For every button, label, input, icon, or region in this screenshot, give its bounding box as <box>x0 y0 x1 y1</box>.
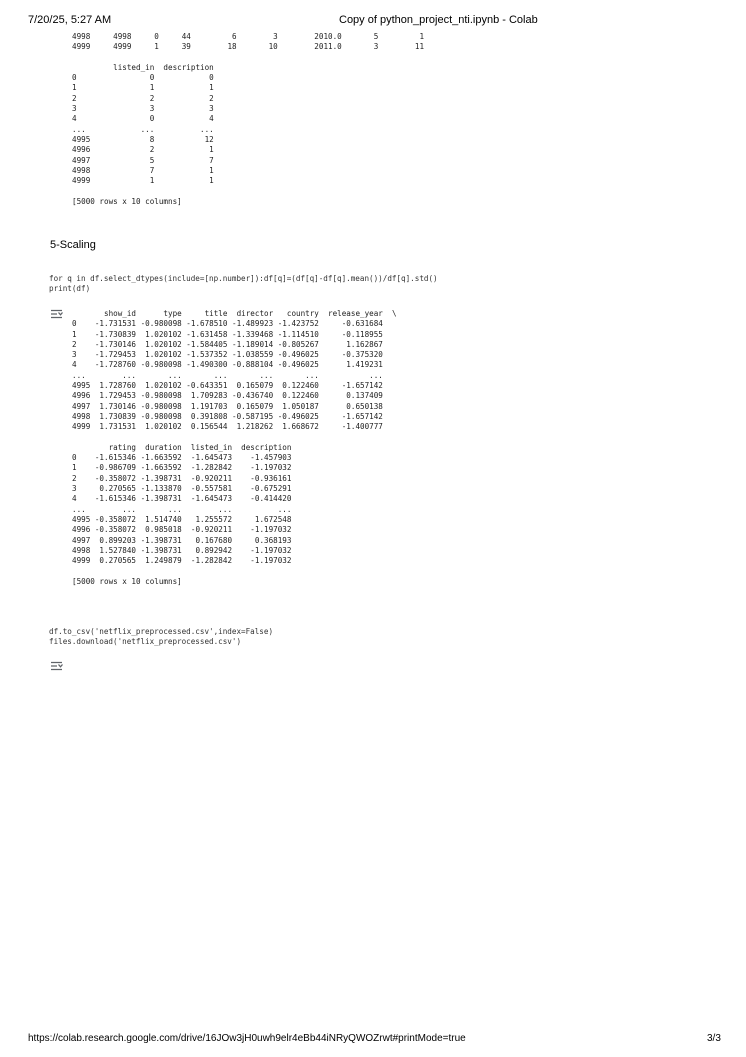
cell-1-output: 4998 4998 0 44 6 3 2010.0 5 1 4999 4999 1 39 18 10 2011.0 3 11 listed_in description 0 0 0 1 1 1 2 2 2 3 3 3 4 0 4 ... ... ... 4995 8 12 4996 2 1 4997 5 7 4998 7 1 4999 1 1 [5000 rows x 10 columns] <box>72 32 425 206</box>
document-title: Copy of python_project_nti.ipynb - Colab <box>339 14 538 26</box>
output-toggle-icon[interactable] <box>50 661 64 671</box>
cell-2-code: for q in df.select_dtypes(include=[np.number]):df[q]=(df[q]-df[q].mean())/df[q].std() print(df) <box>49 274 438 294</box>
section-heading: 5-Scaling <box>50 239 96 251</box>
cell-2-output: show_id type title director country release_year \ 0 -1.731531 -0.980098 -1.678510 -1.489923 -1.423752 -0.631684 1 -1.730839 1.020102 -1.631458 -1.339468 -1.114510 -0.118955 2 -1.730146 1.020102 -1.584405 -1.189014 -0.805267 1.162867 3 -1.729453 1.020102 -1.537352 -1.038559 -0.496025 -0.375320 4 -1.728760 -0.980098 -1.490300 -0.888104 -0.496025 1.419231 ... ... ... ... ... ... ... 4995 1.728760 1.020102 -0.643351 0.165079 0.122460 -1.657142 4996 1.729453 -0.980098 1.709283 -0.436740 0.122460 0.137409 4997 1.730146 -0.980098 1.191703 0.165079 1.050187 0.650138 4998 1.730839 -0.980098 0.391808 -0.587195 -0.496025 -1.657142 4999 1.731531 1.020102 0.156544 1.218262 1.668672 -1.400777 rating duration listed_in description 0 -1.615346 -1.663592 -1.645473 -1.457903 1 -0.986709 -1.663592 -1.282842 -1.197032 2 -0.358072 -1.398731 -0.920211 -0.936161 3 0.270565 -1.133870 -0.557581 -0.675291 4 -1.615346 -1.398731 -1.645473 -0.414420 ... ... ... ... ... 4995 -0.358072 1.514740 1.255572 1.672548 4996 -0.358072 0.985018 -0.920211 -1.197032 4997 0.899203 -1.398731 0.167680 0.368193 4998 1.527840 -1.398731 0.892942 -1.197032 4999 0.270565 1.249879 -1.282842 -1.197032 [5000 rows x 10 columns] <box>72 309 397 586</box>
page-url: https://colab.research.google.com/drive/16JOw3jH0uwh9elr4eBb44iNRyQWOZrwt#printMode=true <box>28 1033 466 1044</box>
output-toggle-icon[interactable] <box>50 309 64 319</box>
print-datetime: 7/20/25, 5:27 AM <box>28 14 112 26</box>
page-number: 3/3 <box>707 1033 721 1044</box>
cell-3-code: df.to_csv('netflix_preprocessed.csv',index=False) files.download('netflix_preprocessed.csv') <box>49 627 274 647</box>
